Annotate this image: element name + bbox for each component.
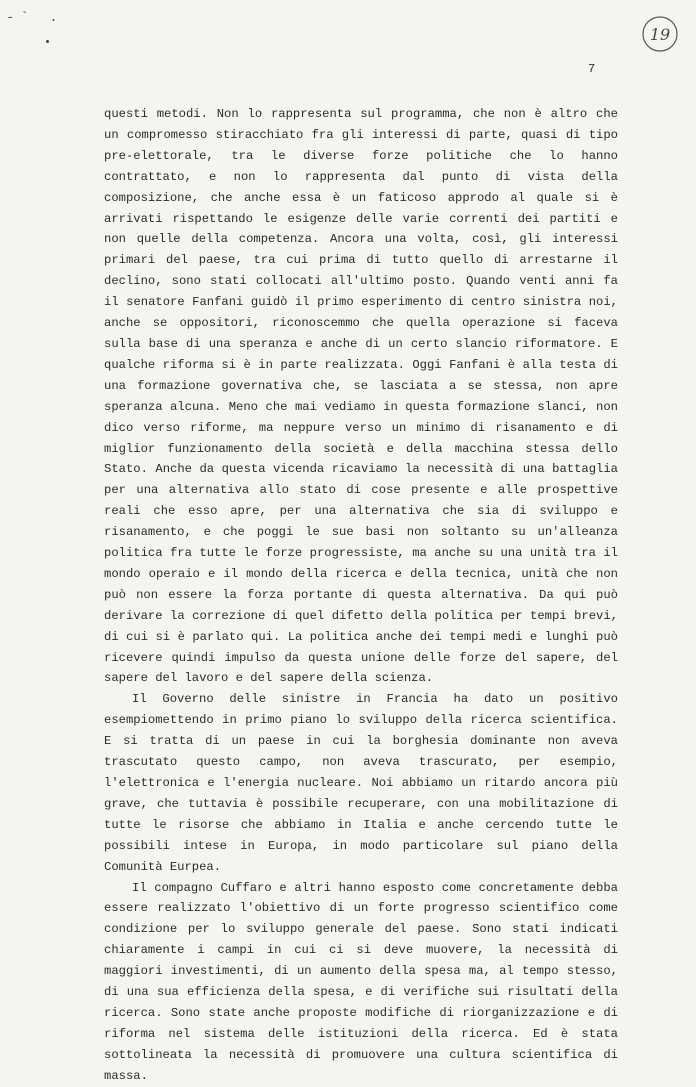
page-number: 7 bbox=[588, 62, 596, 76]
page-stamp bbox=[640, 14, 680, 54]
stamp-number: 19 bbox=[649, 25, 671, 44]
corner-mark: -` . bbox=[6, 10, 64, 26]
paragraph: Il Governo delle sinistre in Francia ha dato un positivo esempiomettendo in primo piano lo sviluppo della ricerca scientifica. E si tratta di un paese in cui la borghesia dominante non aveva trascutato questo campo, non aveva trascurato, per esempio, l'elettronica e l'energia nucleare. Noi abbiamo un ritardo ancora più grave, che tuttavia è possibile recuperare, con una mobilitazione di tutte le risorse che abbiamo in Italia e anche cercendo tutte le possibili intese in Europa, in modo particolare sul piano della Comunità Eurpea. bbox=[104, 692, 618, 874]
corner-dot bbox=[46, 40, 49, 43]
body-text bbox=[104, 104, 618, 1087]
paragraph: Il compagno Cuffaro e altri hanno esposto come concretamente debba essere realizzato l'obiettivo di un forte progresso scientifico come condizione per lo sviluppo generale del paese. Sono stati indicati chiaramente i campi in cui ci si deve muovere, la necessità di maggiori investimenti, di un aumento della spesa ma, al tempo stesso, di una sua efficienza della spesa, e di verifiche sui risultati della ricerca. Sono state anche proposte modifiche di riorganizzazione e di riforma nel sistema delle istituzioni della ricerca. Ed è stata sottolineata la necessità di promuovere una cultura scientifica di massa. bbox=[104, 880, 618, 1083]
paragraph: questi metodi. Non lo rappresenta sul programma, che non è altro che un compromesso stiracchiato fra gli interessi di parte, quasi di tipo pre-elettorale, tra le diverse forze politiche che lo hanno contrattato, e non lo rappresenta dal punto di vista della composizione, che anche essa è un faticoso approdo al quale si è arrivati rispettando le esigenze delle varie correnti dei partiti e non quelle della competenza. Ancora una volta, così, gli interessi primari del paese, tra cui prima di tutto quello di arrestarne il declino, sono stati collocati all'ultimo posto. Quando venti anni fa il senatore Fanfani guidò il primo esperimento di centro sinistra noi, anche se oppositori, riconoscemmo che quella operazione si faceva sulla base di una speranza e anche di un certo slancio riformatore. E qualche riforma si è in parte realizzata. Oggi Fanfani è alla testa di una formazione governativa che, se lasciata a se stessa, non apre speranza alcuna. Meno che mai vediamo in questa formazione slanci, non dico verso riforme, ma neppure verso un minimo di risanamento e di miglior funzionamento della società e della macchina stessa dello Stato. Anche da questa vicenda ricaviamo la necessità di una battaglia per una alternativa allo stato di cose presente e alle prospettive reali che esso apre, per una alternativa che sia di sviluppo e risanamento, e che poggi le sue basi non soltanto su un'alleanza politica fra tutte le forze progressiste, ma anche su una unità tra il mondo operaio e il mondo della ricerca e della tecnica, unità che non può non essere la forza portante di questa alternativa. Da qui può derivare la correzione di quel difetto della politica per tempi brevi, di cui si è parlato qui. La politica anche dei tempi medi e lunghi può ricevere quindi impulso da questa unione delle forze del sapere, del sapere del lavoro e del sapere della scienza. bbox=[104, 107, 618, 686]
